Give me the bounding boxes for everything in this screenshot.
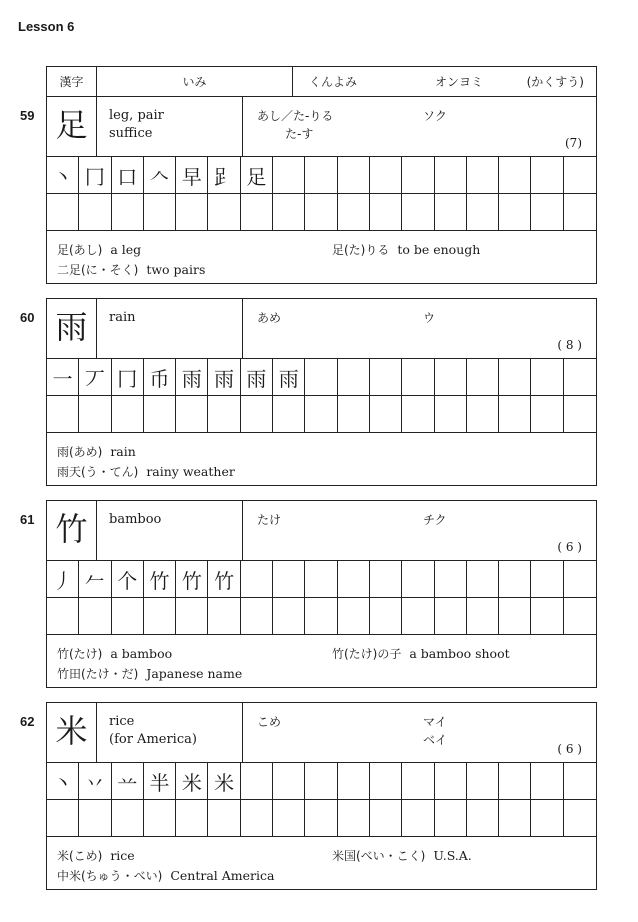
practice-cell (305, 194, 337, 231)
practice-cell (564, 359, 596, 396)
practice-cell (499, 800, 531, 837)
header-stroke-count: (かくすう) (526, 75, 584, 89)
stroke-step: 丿 (47, 561, 79, 598)
meaning-line: rain (109, 310, 136, 325)
example: 竹(たけ) a bamboo (57, 646, 173, 661)
practice-cell (467, 396, 499, 433)
onyomi-line: ウ (423, 311, 436, 325)
practice-cell (112, 194, 144, 231)
entry-number: 62 (20, 714, 35, 729)
practice-cell (241, 763, 273, 800)
stroke-step: 米 (176, 763, 208, 800)
header-meaning: いみ (97, 67, 293, 96)
practice-cell (564, 194, 596, 231)
practice-cell (273, 598, 305, 635)
stroke-step: 竹 (144, 561, 176, 598)
practice-cell (435, 194, 467, 231)
kunyomi (243, 703, 423, 762)
entry-number: 61 (20, 512, 35, 527)
stroke-step: 丷 (79, 763, 111, 800)
examples (47, 635, 596, 687)
stroke-step: 竹 (176, 561, 208, 598)
stroke-step: 𧾷 (208, 157, 240, 194)
kunyomi-line: こめ (257, 715, 282, 729)
practice-cell (241, 561, 273, 598)
stroke-step: 丶 (47, 763, 79, 800)
practice-cell (208, 194, 240, 231)
practice-cell (370, 396, 402, 433)
practice-cell (435, 157, 467, 194)
practice-cell (370, 800, 402, 837)
practice-cell (370, 157, 402, 194)
practice-cell (144, 800, 176, 837)
practice-cell (531, 561, 563, 598)
example: 米国(べい・こく) U.S.A. (332, 848, 472, 863)
stroke-step: 个 (112, 561, 144, 598)
practice-cell (338, 598, 370, 635)
practice-cell (402, 598, 434, 635)
practice-cell (273, 396, 305, 433)
practice-cell (402, 359, 434, 396)
practice-cell (338, 359, 370, 396)
meaning-line: rice (109, 714, 135, 729)
practice-cell (531, 359, 563, 396)
practice-cell (79, 396, 111, 433)
example: 雨天(う・てん) rainy weather (57, 464, 235, 479)
practice-cell (435, 800, 467, 837)
practice-cell (338, 194, 370, 231)
practice-cell (402, 157, 434, 194)
practice-cell (305, 800, 337, 837)
kanji-meaning (97, 299, 243, 358)
practice-cell (273, 561, 305, 598)
example: 二足(に・そく) two pairs (57, 262, 206, 277)
meaning-line: (for America) (109, 732, 197, 747)
meaning-line: leg, pair (109, 108, 164, 123)
stroke-grid (47, 561, 596, 635)
onyomi-line: チク (423, 513, 447, 527)
onyomi-line: ソク (423, 109, 447, 123)
stroke-step: 𠆢 (144, 157, 176, 194)
practice-cell (241, 194, 273, 231)
onyomi-line: マイ (423, 715, 447, 729)
practice-cell (338, 561, 370, 598)
stroke-step: 雨 (176, 359, 208, 396)
practice-cell (499, 359, 531, 396)
practice-cell (176, 800, 208, 837)
meaning-line: suffice (109, 126, 153, 141)
header-kanji: 漢字 (47, 67, 97, 96)
kanji-character: 雨 (47, 299, 97, 358)
stroke-grid (47, 763, 596, 837)
practice-cell (370, 194, 402, 231)
practice-cell (564, 800, 596, 837)
practice-cell (112, 598, 144, 635)
practice-cell (435, 561, 467, 598)
practice-cell (402, 194, 434, 231)
stroke-step: 一 (47, 359, 79, 396)
practice-cell (112, 800, 144, 837)
practice-cell (435, 763, 467, 800)
kunyomi-line: あめ (257, 311, 282, 325)
practice-cell (176, 396, 208, 433)
kanji-entry (46, 96, 597, 284)
stroke-step: 䒑 (112, 763, 144, 800)
example: 足(た)りる to be enough (332, 242, 481, 257)
practice-cell (467, 157, 499, 194)
stroke-step: 冂 (79, 157, 111, 194)
practice-cell (176, 598, 208, 635)
practice-cell (273, 800, 305, 837)
stroke-count: ( 6 ) (557, 540, 582, 554)
stroke-step: 雨 (273, 359, 305, 396)
example: 足(あし) a leg (57, 242, 142, 257)
kanji-character: 米 (47, 703, 97, 762)
example: 雨(あめ) rain (57, 444, 136, 459)
practice-cell (305, 763, 337, 800)
example: 竹(たけ)の子 a bamboo shoot (332, 646, 510, 661)
header-kunyomi: くんよみ (309, 75, 358, 89)
example: 米(こめ) rice (57, 848, 135, 863)
practice-cell (564, 396, 596, 433)
practice-cell (435, 598, 467, 635)
kanji-meaning (97, 97, 243, 156)
onyomi-line: ベイ (423, 733, 448, 747)
entry-number: 60 (20, 310, 35, 325)
practice-cell (467, 800, 499, 837)
stroke-step: 冂 (112, 359, 144, 396)
practice-cell (467, 194, 499, 231)
stroke-step: 丶 (47, 157, 79, 194)
practice-cell (531, 800, 563, 837)
examples (47, 837, 596, 889)
practice-cell (305, 561, 337, 598)
practice-cell (47, 396, 79, 433)
practice-cell (467, 763, 499, 800)
practice-cell (241, 800, 273, 837)
practice-cell (370, 763, 402, 800)
practice-cell (531, 763, 563, 800)
practice-cell (273, 763, 305, 800)
practice-cell (208, 396, 240, 433)
practice-cell (47, 800, 79, 837)
practice-cell (499, 598, 531, 635)
practice-cell (305, 396, 337, 433)
practice-cell (47, 194, 79, 231)
examples (47, 231, 596, 283)
practice-cell (241, 598, 273, 635)
practice-cell (402, 800, 434, 837)
practice-cell (273, 194, 305, 231)
practice-cell (273, 157, 305, 194)
stroke-step: 早 (176, 157, 208, 194)
practice-cell (467, 598, 499, 635)
stroke-step: 𠂉 (79, 561, 111, 598)
practice-cell (402, 561, 434, 598)
kanji-meaning (97, 501, 243, 560)
stroke-count: ( 8 ) (557, 338, 582, 352)
practice-cell (531, 396, 563, 433)
stroke-step: 半 (144, 763, 176, 800)
practice-cell (402, 763, 434, 800)
lesson-title: Lesson 6 (18, 19, 75, 34)
practice-cell (208, 800, 240, 837)
practice-cell (564, 598, 596, 635)
practice-cell (531, 194, 563, 231)
header-onyomi: オンヨミ (435, 75, 484, 89)
stroke-step: 丆 (79, 359, 111, 396)
practice-cell (338, 800, 370, 837)
stroke-step: 雨 (208, 359, 240, 396)
practice-cell (79, 194, 111, 231)
kanji-entry (46, 298, 597, 486)
practice-cell (370, 561, 402, 598)
meaning-line: bamboo (109, 512, 162, 527)
stroke-count: ( 6 ) (557, 742, 582, 756)
practice-cell (564, 561, 596, 598)
practice-cell (467, 561, 499, 598)
practice-cell (499, 561, 531, 598)
practice-cell (370, 598, 402, 635)
example: 竹田(たけ・だ) Japanese name (57, 666, 243, 681)
practice-cell (435, 396, 467, 433)
kanji-entry (46, 702, 597, 890)
practice-cell (208, 598, 240, 635)
practice-cell (79, 598, 111, 635)
kanji-meaning (97, 703, 243, 762)
practice-cell (564, 763, 596, 800)
stroke-step: 米 (208, 763, 240, 800)
kunyomi (243, 299, 423, 358)
stroke-step: 足 (241, 157, 273, 194)
kanji-character: 竹 (47, 501, 97, 560)
practice-cell (531, 598, 563, 635)
practice-cell (467, 359, 499, 396)
practice-cell (499, 763, 531, 800)
kanji-character: 足 (47, 97, 97, 156)
practice-cell (144, 396, 176, 433)
practice-cell (79, 800, 111, 837)
practice-cell (241, 396, 273, 433)
practice-cell (305, 157, 337, 194)
stroke-grid (47, 157, 596, 231)
kunyomi (243, 97, 423, 156)
practice-cell (531, 157, 563, 194)
entry-number: 59 (20, 108, 35, 123)
practice-cell (305, 359, 337, 396)
practice-cell (176, 194, 208, 231)
stroke-step: 雨 (241, 359, 273, 396)
kunyomi-line: あし／た-りる (257, 109, 334, 123)
stroke-step: 币 (144, 359, 176, 396)
table-header (46, 66, 597, 96)
practice-cell (144, 194, 176, 231)
practice-cell (564, 157, 596, 194)
practice-cell (499, 396, 531, 433)
example: 中米(ちゅう・べい) Central America (57, 868, 275, 883)
practice-cell (144, 598, 176, 635)
practice-cell (338, 763, 370, 800)
practice-cell (112, 396, 144, 433)
kunyomi-line: た-す (285, 127, 314, 141)
examples (47, 433, 596, 485)
kanji-entry (46, 500, 597, 688)
practice-cell (499, 194, 531, 231)
kunyomi-line: たけ (257, 513, 282, 527)
stroke-grid (47, 359, 596, 433)
stroke-step: 竹 (208, 561, 240, 598)
kunyomi (243, 501, 423, 560)
practice-cell (47, 598, 79, 635)
stroke-step: 口 (112, 157, 144, 194)
practice-cell (435, 359, 467, 396)
practice-cell (402, 396, 434, 433)
stroke-count: (7) (565, 136, 582, 150)
practice-cell (305, 598, 337, 635)
practice-cell (338, 396, 370, 433)
practice-cell (370, 359, 402, 396)
practice-cell (499, 157, 531, 194)
practice-cell (338, 157, 370, 194)
